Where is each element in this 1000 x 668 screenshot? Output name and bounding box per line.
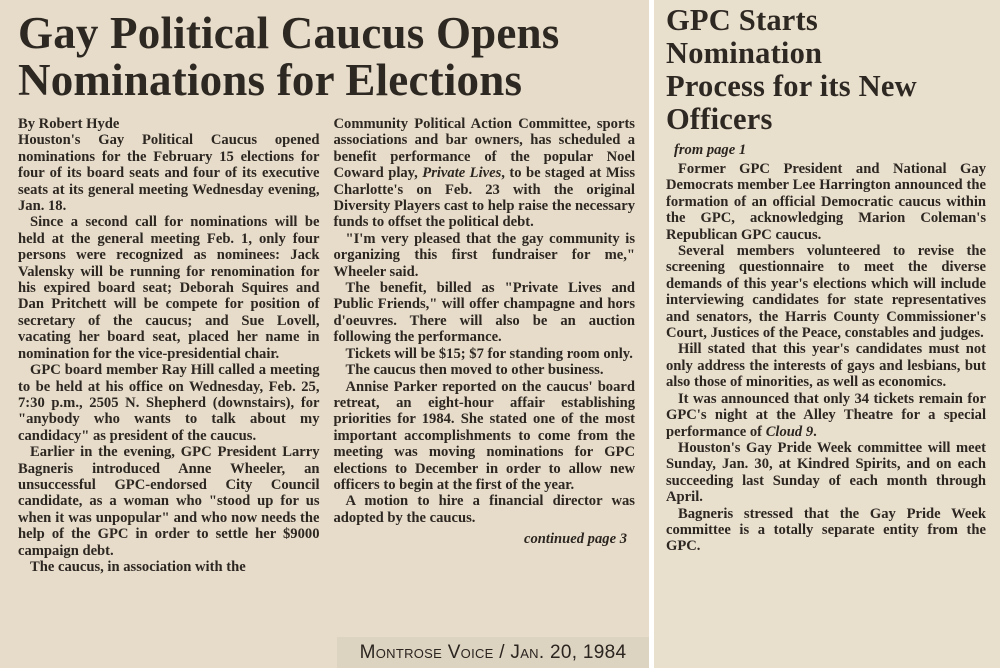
from-page-note: from page 1 [674, 142, 747, 158]
byline: By Robert Hyde [18, 116, 120, 132]
text-run: , to be staged at Miss Charlotte's on Feb. 23 with the original Diversity Players cast to help raise the necessary funds to offset the political debt. [333, 165, 636, 231]
publication-name: Montrose Voice [359, 642, 494, 663]
article-paragraph [666, 391, 986, 440]
play-title: Private Lives [422, 165, 502, 182]
article-paragraph: Former GPC President and National Gay Democrats member Lee Harrington announced the formation of an official Democratic caucus within the GPC, acknowledging Marion Coleman's Republican GPC caucus. [666, 161, 986, 243]
publication-date: / Jan. 20, 1984 [493, 642, 627, 663]
right-headline-line-2: Nomination [666, 36, 823, 70]
article-paragraph: The caucus, in association with the [30, 558, 246, 575]
article-paragraph: Houston's Gay Political Caucus opened nominations for the February 15 elections for four of its board seats and four of its executive seats at its general meeting Wednesday evening, Jan. 18. [18, 132, 320, 215]
play-title: Cloud 9 [765, 423, 814, 440]
text-run: . [813, 423, 817, 440]
article-paragraph: GPC board member Ray Hill called a meeting to be held at his office on Wednesday, Feb. 25, 7:30 p.m., 2505 N. Shepherd (downstairs), for "anybody who wants to talk about my candidacy" as president of the caucus. [18, 362, 320, 444]
article-paragraph: The caucus then moved to other business. [345, 362, 604, 379]
right-headline-line-3: Process for its New [666, 69, 917, 103]
left-headline [18, 10, 635, 104]
right-headline [666, 4, 986, 136]
article-paragraph: "I'm very pleased that the gay community is organizing this first fundraiser for me," Wheeler said. [333, 230, 635, 280]
left-headline-line-1: Gay Political Caucus Opens [18, 8, 560, 58]
right-headline-line-4: Officers [666, 102, 773, 136]
article-paragraph: Tickets will be $15; $7 for standing room only. [345, 345, 633, 362]
article-paragraph: Bagneris stressed that the Gay Pride Week committee is a totally separate entity from the GPC. [666, 505, 986, 555]
continued-note: continued page 3 [524, 531, 627, 548]
text-run: Community Political Action Committee, sports associations and bar owners, has scheduled a benefit performance of the popular Noel Coward play, [333, 116, 635, 182]
left-column-1 [18, 116, 320, 575]
right-headline-line-1: GPC Starts [666, 3, 818, 37]
article-paragraph: Since a second call for nominations will be held at the general meeting Feb. 1, only four persons were recognized as nominees: Jack Valensky will be running for renomination for his expired board seat; Deborah Squires and Dan Pritchett will be compete for position of secretary of the caucus; and Sue Lovell, vacating her board seat, placed her name in nomination for the vice-presidential chair. [18, 214, 320, 362]
left-headline-line-2: Nominations for Elections [18, 55, 523, 105]
text-run: It was announced that only 34 tickets remain for GPC's night at the Alley Theatre for a special performance of [666, 390, 986, 440]
left-column-2 [334, 116, 636, 575]
left-columns [18, 116, 635, 575]
article-paragraph: Hill stated that this year's candidates must not only address the interests of gays and lesbians, but also those of minorities, as well as economics. [666, 341, 986, 391]
article-paragraph: The benefit, billed as "Private Lives and Public Friends," will offer champagne and hors d'oeuvres. There will also be an auction following the performance. [333, 280, 635, 346]
article-paragraph: Houston's Gay Pride Week committee will meet Sunday, Jan. 30, at Kindred Spirits, and on each succeeding last Sunday of each month through April. [666, 439, 986, 506]
article-paragraph [334, 116, 636, 231]
clipping-right [654, 0, 1000, 668]
article-paragraph: Earlier in the evening, GPC President Larry Bagneris introduced Anne Wheeler, an unsuccessful GPC-endorsed City Council candidate, as a woman who "stood up for us when it was unpopular" and who now needs the help of the GPC in order to settle her $9000 campaign debt. [18, 444, 320, 559]
article-paragraph: Several members volunteered to revise the screening questionnaire to meet the diverse demands of this year's elections which will include interviewing candidates for state representatives and senators, the Harris County Commissioner's Court, Justices of the Peace, constables and judges. [666, 243, 986, 342]
article-paragraph: A motion to hire a financial director was adopted by the caucus. [333, 493, 635, 526]
right-column [666, 142, 986, 555]
publication-footer [337, 637, 649, 668]
article-paragraph: Annise Parker reported on the caucus' board retreat, an eight-hour affair establishing priorities for 1984. She stated one of the most important accomplishments to come from the meeting was moving nominations for GPC elections to December in order to allow new officers to begin at the first of the year. [333, 378, 635, 493]
